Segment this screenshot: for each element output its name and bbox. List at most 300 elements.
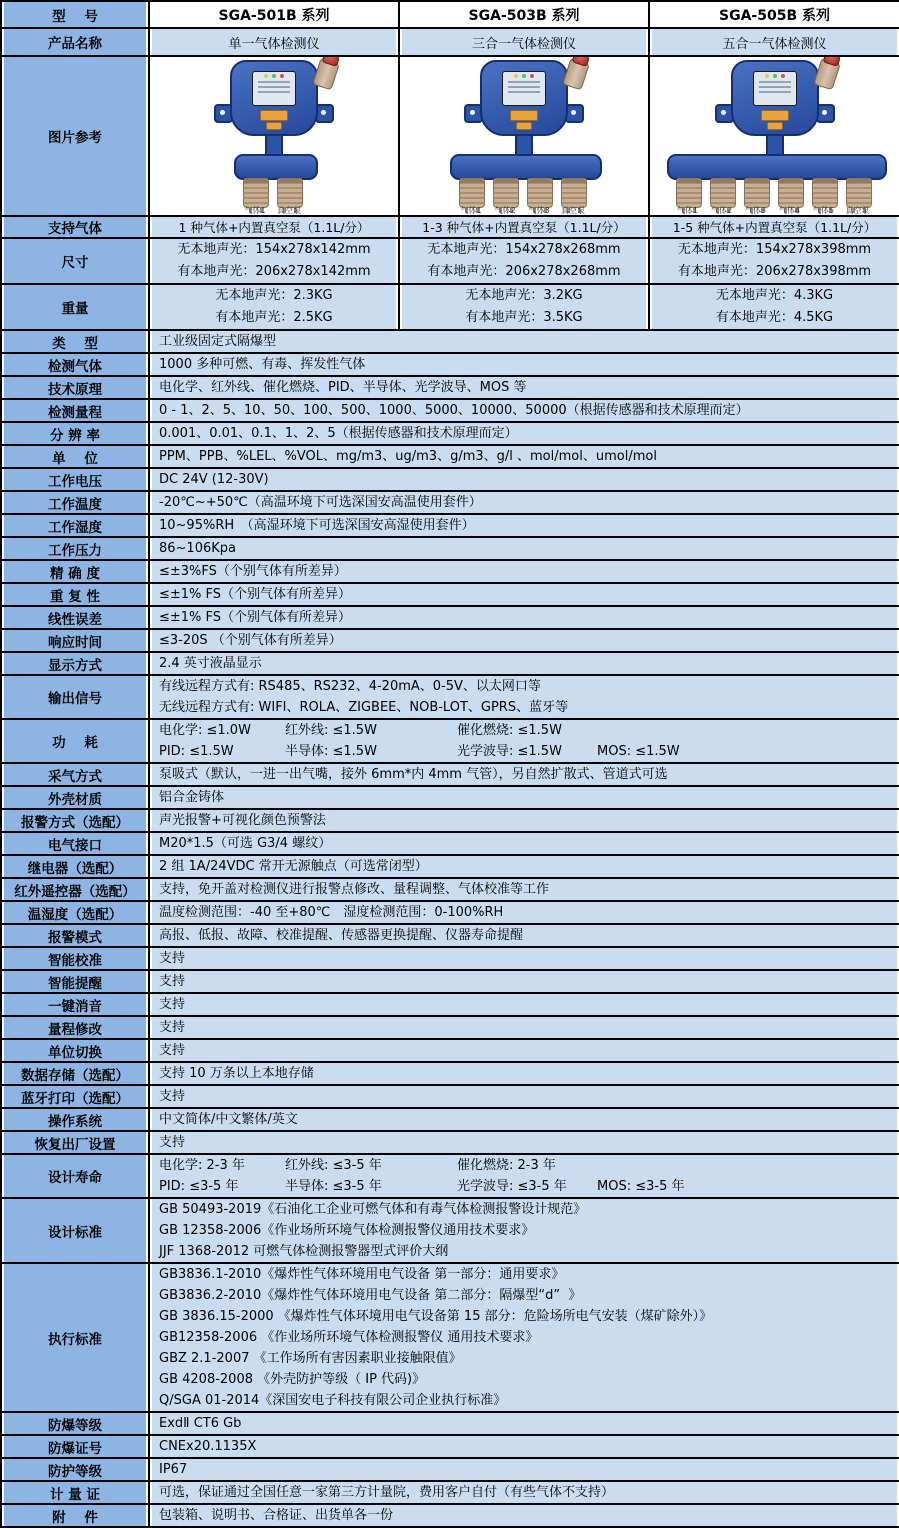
spec-value [149, 719, 899, 763]
spec-value [149, 1039, 899, 1062]
device-illustration [651, 58, 899, 215]
spec-value [149, 1504, 899, 1527]
spec-value-line: 高报、低报、故障、校准提醒、传感器更换提醒、仪器寿命提醒 [159, 928, 524, 943]
spec-value-segment: 光学波导: ≤3-5 年 [457, 1179, 567, 1194]
spec-value-line: ≤±1% FS（个别气体有所差异） [159, 587, 352, 602]
alarm-beacon-icon [562, 57, 590, 90]
spec-value-line: 温度检测范围：-40 至+80℃ 湿度检测范围：0-100%RH [159, 905, 504, 920]
sensor-caption: 气体5 [812, 205, 835, 215]
row-label: 输出信号 [1, 675, 149, 719]
spec-value-line: ≤3-20S （个别气体有所差异） [159, 633, 342, 648]
row-label: 型 号 [1, 1, 149, 28]
spec-value-line: 0 - 1、2、5、10、50、100、500、1000、5000、10000、50000（根据传感器和技术原理而定） [159, 403, 749, 418]
row-label: 检测气体 [1, 353, 149, 376]
sensor-cylinder [527, 178, 553, 208]
row-label: 重 复 性 [1, 583, 149, 606]
table-row [1, 652, 899, 675]
spec-value-line: 10~95%RH （高湿环境下可选深国安高湿使用套件） [159, 518, 475, 533]
spec-value-line: GB 50493-2019《石油化工企业可燃气体和有毒气体检测报警设计规范》 [159, 1202, 587, 1217]
table-row [1, 1263, 899, 1412]
spec-value-segment: 红外线: ≤1.5W [285, 723, 377, 738]
spec-value [399, 284, 649, 330]
spec-value [149, 878, 899, 901]
spec-value [149, 1198, 899, 1263]
table-row [1, 330, 899, 353]
spec-value [149, 376, 899, 399]
spec-value-line: JJF 1368-2012 可燃气体检测报警器型式评价大纲 [159, 1244, 449, 1259]
row-label: 附 件 [1, 1504, 149, 1527]
table-row [1, 719, 899, 763]
spec-value [149, 947, 899, 970]
sensor-caption: 气体3 [528, 205, 550, 215]
row-label: 类 型 [1, 330, 149, 353]
spec-value-segment: MOS: ≤1.5W [597, 744, 680, 759]
spec-value [149, 901, 899, 924]
table-row [1, 1198, 899, 1263]
sensor-cylinder [710, 178, 736, 208]
row-label: 检测量程 [1, 399, 149, 422]
spec-value-segment: 红外线: ≤3-5 年 [285, 1158, 382, 1173]
spec-value [149, 1154, 899, 1198]
row-label: 智能提醒 [1, 970, 149, 993]
status-led-icons [754, 74, 796, 78]
spec-table-body [1, 1, 899, 1527]
spec-value [149, 855, 899, 878]
spec-value [149, 629, 899, 652]
table-row [1, 1016, 899, 1039]
spec-value [149, 399, 899, 422]
spec-value-line [150, 1155, 899, 1176]
table-row [1, 1, 899, 28]
spec-value-line: 中文简体/中文繁体/英文 [159, 1112, 298, 1127]
spec-value [149, 763, 899, 786]
spec-value-line: ExdⅡ CT6 Gb [159, 1416, 242, 1431]
spec-value-line: 工业级固定式隔爆型 [159, 334, 277, 349]
spec-value [149, 514, 899, 537]
spec-value [149, 1108, 899, 1131]
spec-value [149, 675, 899, 719]
row-label: 报警方式（选配） [1, 809, 149, 832]
spec-value-line: 包装箱、说明书、合格证、出货单各一份 [159, 1508, 394, 1523]
row-label: 线性误差 [1, 606, 149, 629]
led-dot-icon [514, 74, 518, 78]
table-row [1, 763, 899, 786]
model-name: SGA-505B 系列 [649, 1, 899, 28]
table-row [1, 924, 899, 947]
row-label: 温湿度（选配） [1, 901, 149, 924]
spec-value-line: 有本地声光：3.5KG [465, 310, 583, 325]
table-row [1, 238, 899, 284]
row-label: 恢复出厂设置 [1, 1131, 149, 1154]
table-row [1, 629, 899, 652]
row-label: 电气接口 [1, 832, 149, 855]
screen-text-line [508, 91, 540, 93]
row-label: 报警模式 [1, 924, 149, 947]
spec-value-segment: 光学波导: ≤1.5W [457, 744, 562, 759]
product-name: 五合一气体检测仪 [649, 28, 899, 56]
spec-value-line: GB 12358-2006《作业场所环境气体检测报警仪通用技术要求》 [159, 1223, 535, 1238]
row-label: 防护等级 [1, 1458, 149, 1481]
sensor-cylinder [812, 178, 838, 208]
row-label: 计 量 证 [1, 1481, 149, 1504]
spec-value-line: 86~106Kpa [159, 541, 236, 556]
spec-value [149, 924, 899, 947]
table-row [1, 1435, 899, 1458]
table-row [1, 675, 899, 719]
table-row [1, 445, 899, 468]
spec-value [149, 1062, 899, 1085]
device-image-cell [399, 56, 649, 216]
spec-value-line: 支持 [159, 951, 186, 966]
spec-value-segment: MOS: ≤3-5 年 [597, 1179, 685, 1194]
row-label: 单 位 [1, 445, 149, 468]
spec-value-line: 电化学、红外线、催化燃烧、PID、半导体、光学波导、MOS 等 [159, 380, 527, 395]
spec-value [149, 652, 899, 675]
row-label: 尺寸 [1, 238, 149, 284]
sensor-caption: 气体2 [710, 205, 733, 215]
alarm-beacon-icon [813, 57, 841, 90]
model-name: SGA-503B 系列 [399, 1, 649, 28]
manifold-bar [667, 154, 887, 180]
table-row [1, 376, 899, 399]
spec-value [149, 537, 899, 560]
device-button [510, 110, 538, 121]
table-row [1, 468, 899, 491]
status-led-icons [503, 74, 545, 78]
row-label: 蓝牙打印（选配） [1, 1085, 149, 1108]
sensor-caption: 气体1 [676, 205, 699, 215]
table-row [1, 1154, 899, 1198]
table-row [1, 855, 899, 878]
spec-value [149, 993, 899, 1016]
spec-value [149, 422, 899, 445]
sensor-cylinder [459, 178, 485, 208]
spec-value-line: 声光报警+可视化颜色预警法 [159, 813, 326, 828]
table-row [1, 56, 899, 216]
sensor-caption: 气体1 [244, 205, 266, 215]
row-label: 红外遥控器（选配） [1, 878, 149, 901]
spec-value: 1-3 种气体+内置真空泵（1.1L/分） [399, 216, 649, 238]
table-row [1, 1504, 899, 1527]
table-row [1, 1108, 899, 1131]
spec-value [149, 786, 899, 809]
screen-text-line [258, 81, 290, 83]
screen-text-line [258, 86, 290, 88]
product-name: 单一气体检测仪 [149, 28, 399, 56]
spec-value [149, 1085, 899, 1108]
spec-value [149, 238, 399, 284]
product-name: 三合一气体检测仪 [399, 28, 649, 56]
spec-value-segment: 催化燃烧: ≤1.5W [457, 723, 562, 738]
row-label: 设计标准 [1, 1198, 149, 1263]
led-dot-icon [264, 74, 268, 78]
alarm-beacon-icon [312, 57, 340, 90]
device-body [230, 60, 318, 136]
row-label: 重量 [1, 284, 149, 330]
spec-value [149, 284, 399, 330]
spec-value-line: 1000 多种可燃、有毒、挥发性气体 [159, 357, 366, 372]
row-label: 显示方式 [1, 652, 149, 675]
spec-value-line: -20℃~+50℃（高温环境下可选深国安高温使用套件） [159, 495, 482, 510]
spec-value [149, 445, 899, 468]
spec-value-line: GB 4208-2008 《外壳防护等级（ IP 代码)》 [159, 1372, 426, 1387]
model-name: SGA-501B 系列 [149, 1, 399, 28]
device-button [260, 110, 288, 121]
row-label: 工作湿度 [1, 514, 149, 537]
device-screen [753, 71, 797, 106]
device-button [767, 122, 783, 130]
sensor-caption: 真空泵 [561, 205, 585, 215]
spec-value-line: GB3836.2-2010《爆炸性气体环境用电气设备 第二部分：隔爆型“d” 》 [159, 1288, 582, 1303]
alarm-dome-icon [822, 56, 841, 66]
spec-value-line: 铝合金铸体 [159, 790, 225, 805]
alarm-dome-icon [321, 56, 340, 66]
table-row [1, 947, 899, 970]
spec-value-line: Q/SGA 01-2014《深国安电子科技有限公司企业执行标准》 [159, 1393, 507, 1408]
screen-text-line [508, 86, 540, 88]
row-label: 工作压力 [1, 537, 149, 560]
sensor-cylinder [676, 178, 702, 208]
row-label: 一键消音 [1, 993, 149, 1016]
led-dot-icon [781, 74, 785, 78]
row-label: 功 耗 [1, 719, 149, 763]
spec-value-line: 支持 10 万条以上本地存储 [159, 1066, 314, 1081]
sensor-cylinder [778, 178, 804, 208]
spec-value-line: 无本地声光：154x278x398mm [677, 242, 872, 257]
spec-value [149, 1458, 899, 1481]
table-row [1, 786, 899, 809]
device-screen [252, 71, 296, 106]
sensor-cylinder [744, 178, 770, 208]
spec-value-line: GB 3836.15-2000 《爆炸性气体环境用电气设备第 15 部分：危险场所电气安装（煤矿除外）》 [159, 1309, 713, 1324]
table-row [1, 1062, 899, 1085]
table-row [1, 560, 899, 583]
table-row [1, 284, 899, 330]
device-screen [502, 71, 546, 106]
sensor-cylinder [561, 178, 587, 208]
row-label: 防爆证号 [1, 1435, 149, 1458]
row-label: 响应时间 [1, 629, 149, 652]
spec-value: 1 种气体+内置真空泵（1.1L/分） [149, 216, 399, 238]
device-body [480, 60, 568, 136]
spec-value-line: GB12358-2006 《作业场所环境气体检测报警仪 通用技术要求》 [159, 1330, 539, 1345]
row-label: 产品名称 [1, 28, 149, 56]
sensor-cylinder [493, 178, 519, 208]
sensor-cylinder [277, 178, 303, 208]
spec-value-line: PPM、PPB、%LEL、%VOL、mg/m3、ug/m3、g/m3、g/l 、mol/mol、umol/mol [159, 449, 657, 464]
row-label: 设计寿命 [1, 1154, 149, 1198]
sensor-cylinder [243, 178, 269, 208]
spec-value-line [150, 1176, 899, 1197]
sensor-caption: 真空泵 [845, 205, 870, 215]
spec-value [149, 1131, 899, 1154]
table-row [1, 491, 899, 514]
row-label: 技术原理 [1, 376, 149, 399]
spec-value-segment: 催化燃烧: 2-3 年 [457, 1158, 556, 1173]
spec-value-line: 有线远程方式有: RS485、RS232、4-20mA、0-5V、以太网口等 [159, 679, 541, 694]
row-label: 智能校准 [1, 947, 149, 970]
spec-value-line: 有本地声光：206x278x268mm [427, 264, 621, 279]
table-row [1, 28, 899, 56]
spec-value [149, 1435, 899, 1458]
screen-text-line [258, 91, 290, 93]
spec-value [149, 560, 899, 583]
spec-value-line: 有本地声光：206x278x398mm [677, 264, 872, 279]
led-dot-icon [280, 74, 284, 78]
spec-value-line: 无线远程方式有: WIFI、ROLA、ZIGBEE、NOB-LOT、GPRS、蓝牙等 [159, 700, 569, 715]
row-label: 分 辨 率 [1, 422, 149, 445]
table-row [1, 514, 899, 537]
table-row [1, 353, 899, 376]
table-row [1, 1458, 899, 1481]
spec-value-line: 支持 [159, 1020, 186, 1035]
sensor-caption: 气体2 [494, 205, 516, 215]
table-row [1, 1039, 899, 1062]
row-label: 数据存储（选配） [1, 1062, 149, 1085]
spec-value-line: 有本地声光：4.5KG [715, 310, 834, 325]
spec-value-line: 2.4 英寸液晶显示 [159, 656, 262, 671]
spec-value-line: 支持 [159, 997, 186, 1012]
device-body [731, 60, 819, 136]
table-row [1, 537, 899, 560]
spec-value-segment: 半导体: ≤3-5 年 [285, 1179, 382, 1194]
row-label: 工作电压 [1, 468, 149, 491]
spec-value-line: 泵吸式（默认，一进一出气嘴，接外 6mm*内 4mm 气管），另自然扩散式、管道式可选 [159, 767, 668, 782]
table-row [1, 878, 899, 901]
alarm-dome-icon [571, 56, 590, 66]
status-led-icons [253, 74, 295, 78]
led-dot-icon [272, 74, 276, 78]
device-illustration [150, 58, 398, 215]
row-label: 外壳材质 [1, 786, 149, 809]
device-button [761, 110, 789, 121]
spec-value-segment: 电化学: ≤1.0W [159, 723, 251, 738]
led-dot-icon [765, 74, 769, 78]
table-row [1, 1481, 899, 1504]
spec-value-line: DC 24V (12-30V) [159, 472, 269, 487]
row-label: 图片参考 [1, 56, 149, 216]
spec-value [149, 809, 899, 832]
screen-text-line [508, 81, 540, 83]
spec-value [149, 491, 899, 514]
row-label: 防爆等级 [1, 1412, 149, 1435]
device-button [516, 122, 532, 130]
row-label: 支持气体 [1, 216, 149, 238]
spec-value-line: GB3836.1-2010《爆炸性气体环境用电气设备 第一部分：通用要求》 [159, 1267, 565, 1282]
device-illustration [400, 58, 648, 215]
table-row [1, 993, 899, 1016]
row-label: 单位切换 [1, 1039, 149, 1062]
spec-value [149, 606, 899, 629]
row-label: 工作温度 [1, 491, 149, 514]
led-dot-icon [773, 74, 777, 78]
spec-value-line: 支持 [159, 974, 186, 989]
spec-value-line: 有本地声光：2.5KG [215, 310, 333, 325]
table-row [1, 583, 899, 606]
table-row [1, 1131, 899, 1154]
spec-value-line: ≤±1% FS（个别气体有所差异） [159, 610, 352, 625]
spec-value-line: 可选，保证通过全国任意一家第三方计量院，费用客户自付（有些气体不支持） [159, 1485, 615, 1500]
row-label: 精 确 度 [1, 560, 149, 583]
spec-value-segment: 电化学: 2-3 年 [159, 1158, 245, 1173]
led-dot-icon [530, 74, 534, 78]
manifold-bar [234, 154, 318, 180]
spec-value-line: 支持 [159, 1089, 186, 1104]
row-label: 操作系统 [1, 1108, 149, 1131]
led-dot-icon [522, 74, 526, 78]
row-label: 继电器（选配） [1, 855, 149, 878]
screen-text-line [759, 86, 791, 88]
spec-value [149, 583, 899, 606]
spec-value: 1-5 种气体+内置真空泵（1.1L/分） [649, 216, 899, 238]
spec-value-line: GBZ 2.1-2007 《工作场所有害因素职业接触限值》 [159, 1351, 462, 1366]
device-image-cell [149, 56, 399, 216]
spec-value [149, 468, 899, 491]
table-row [1, 832, 899, 855]
spec-value-line: 有本地声光：206x278x142mm [177, 264, 371, 279]
row-label: 执行标准 [1, 1263, 149, 1412]
spec-value [149, 330, 899, 353]
device-image-cell [649, 56, 899, 216]
spec-value-line: M20*1.5（可选 G3/4 螺纹） [159, 836, 332, 851]
spec-value-line: 支持，免开盖对检测仪进行报警点修改、量程调整、气体校准等工作 [159, 882, 550, 897]
spec-value-line: 无本地声光：154x278x268mm [427, 242, 621, 257]
row-label: 量程修改 [1, 1016, 149, 1039]
spec-value [649, 284, 899, 330]
manifold-bar [450, 154, 602, 180]
spec-value-line: 无本地声光：4.3KG [715, 288, 834, 303]
table-row [1, 809, 899, 832]
spec-value [149, 832, 899, 855]
spec-value-line: 2 组 1A/24VDC 常开无源触点（可选常闭型） [159, 859, 428, 874]
table-row [1, 606, 899, 629]
spec-value-line: ≤±3%FS（个别气体有所差异） [159, 564, 347, 579]
spec-value-line: 0.001、0.01、0.1、1、2、5（根据传感器和技术原理而定） [159, 426, 518, 441]
spec-value [149, 1481, 899, 1504]
screen-text-line [759, 81, 791, 83]
spec-value [399, 238, 649, 284]
spec-value [149, 1016, 899, 1039]
spec-value [149, 970, 899, 993]
spec-value-line: 支持 [159, 1043, 186, 1058]
table-row [1, 399, 899, 422]
sensor-caption: 气体3 [744, 205, 767, 215]
spec-value-segment: 半导体: ≤1.5W [285, 744, 377, 759]
spec-value-line [150, 720, 899, 741]
device-button [266, 122, 282, 130]
spec-value-line: 支持 [159, 1135, 186, 1150]
spec-value-line: 无本地声光：3.2KG [465, 288, 583, 303]
table-row [1, 216, 899, 238]
sensor-caption: 气体4 [778, 205, 801, 215]
spec-value-line: 无本地声光：2.3KG [215, 288, 333, 303]
spec-value [149, 1263, 899, 1412]
spec-value-line: 无本地声光：154x278x142mm [177, 242, 371, 257]
spec-value [149, 1412, 899, 1435]
spec-value-line: IP67 [159, 1462, 188, 1477]
spec-value-segment: PID: ≤3-5 年 [159, 1179, 239, 1194]
table-row [1, 901, 899, 924]
table-row [1, 422, 899, 445]
sensor-caption: 真空泵 [277, 205, 301, 215]
sensor-caption: 气体1 [460, 205, 482, 215]
row-label: 采气方式 [1, 763, 149, 786]
spec-value-segment: PID: ≤1.5W [159, 744, 234, 759]
table-row [1, 970, 899, 993]
table-row [1, 1085, 899, 1108]
spec-value-line [150, 741, 899, 762]
spec-value [149, 353, 899, 376]
